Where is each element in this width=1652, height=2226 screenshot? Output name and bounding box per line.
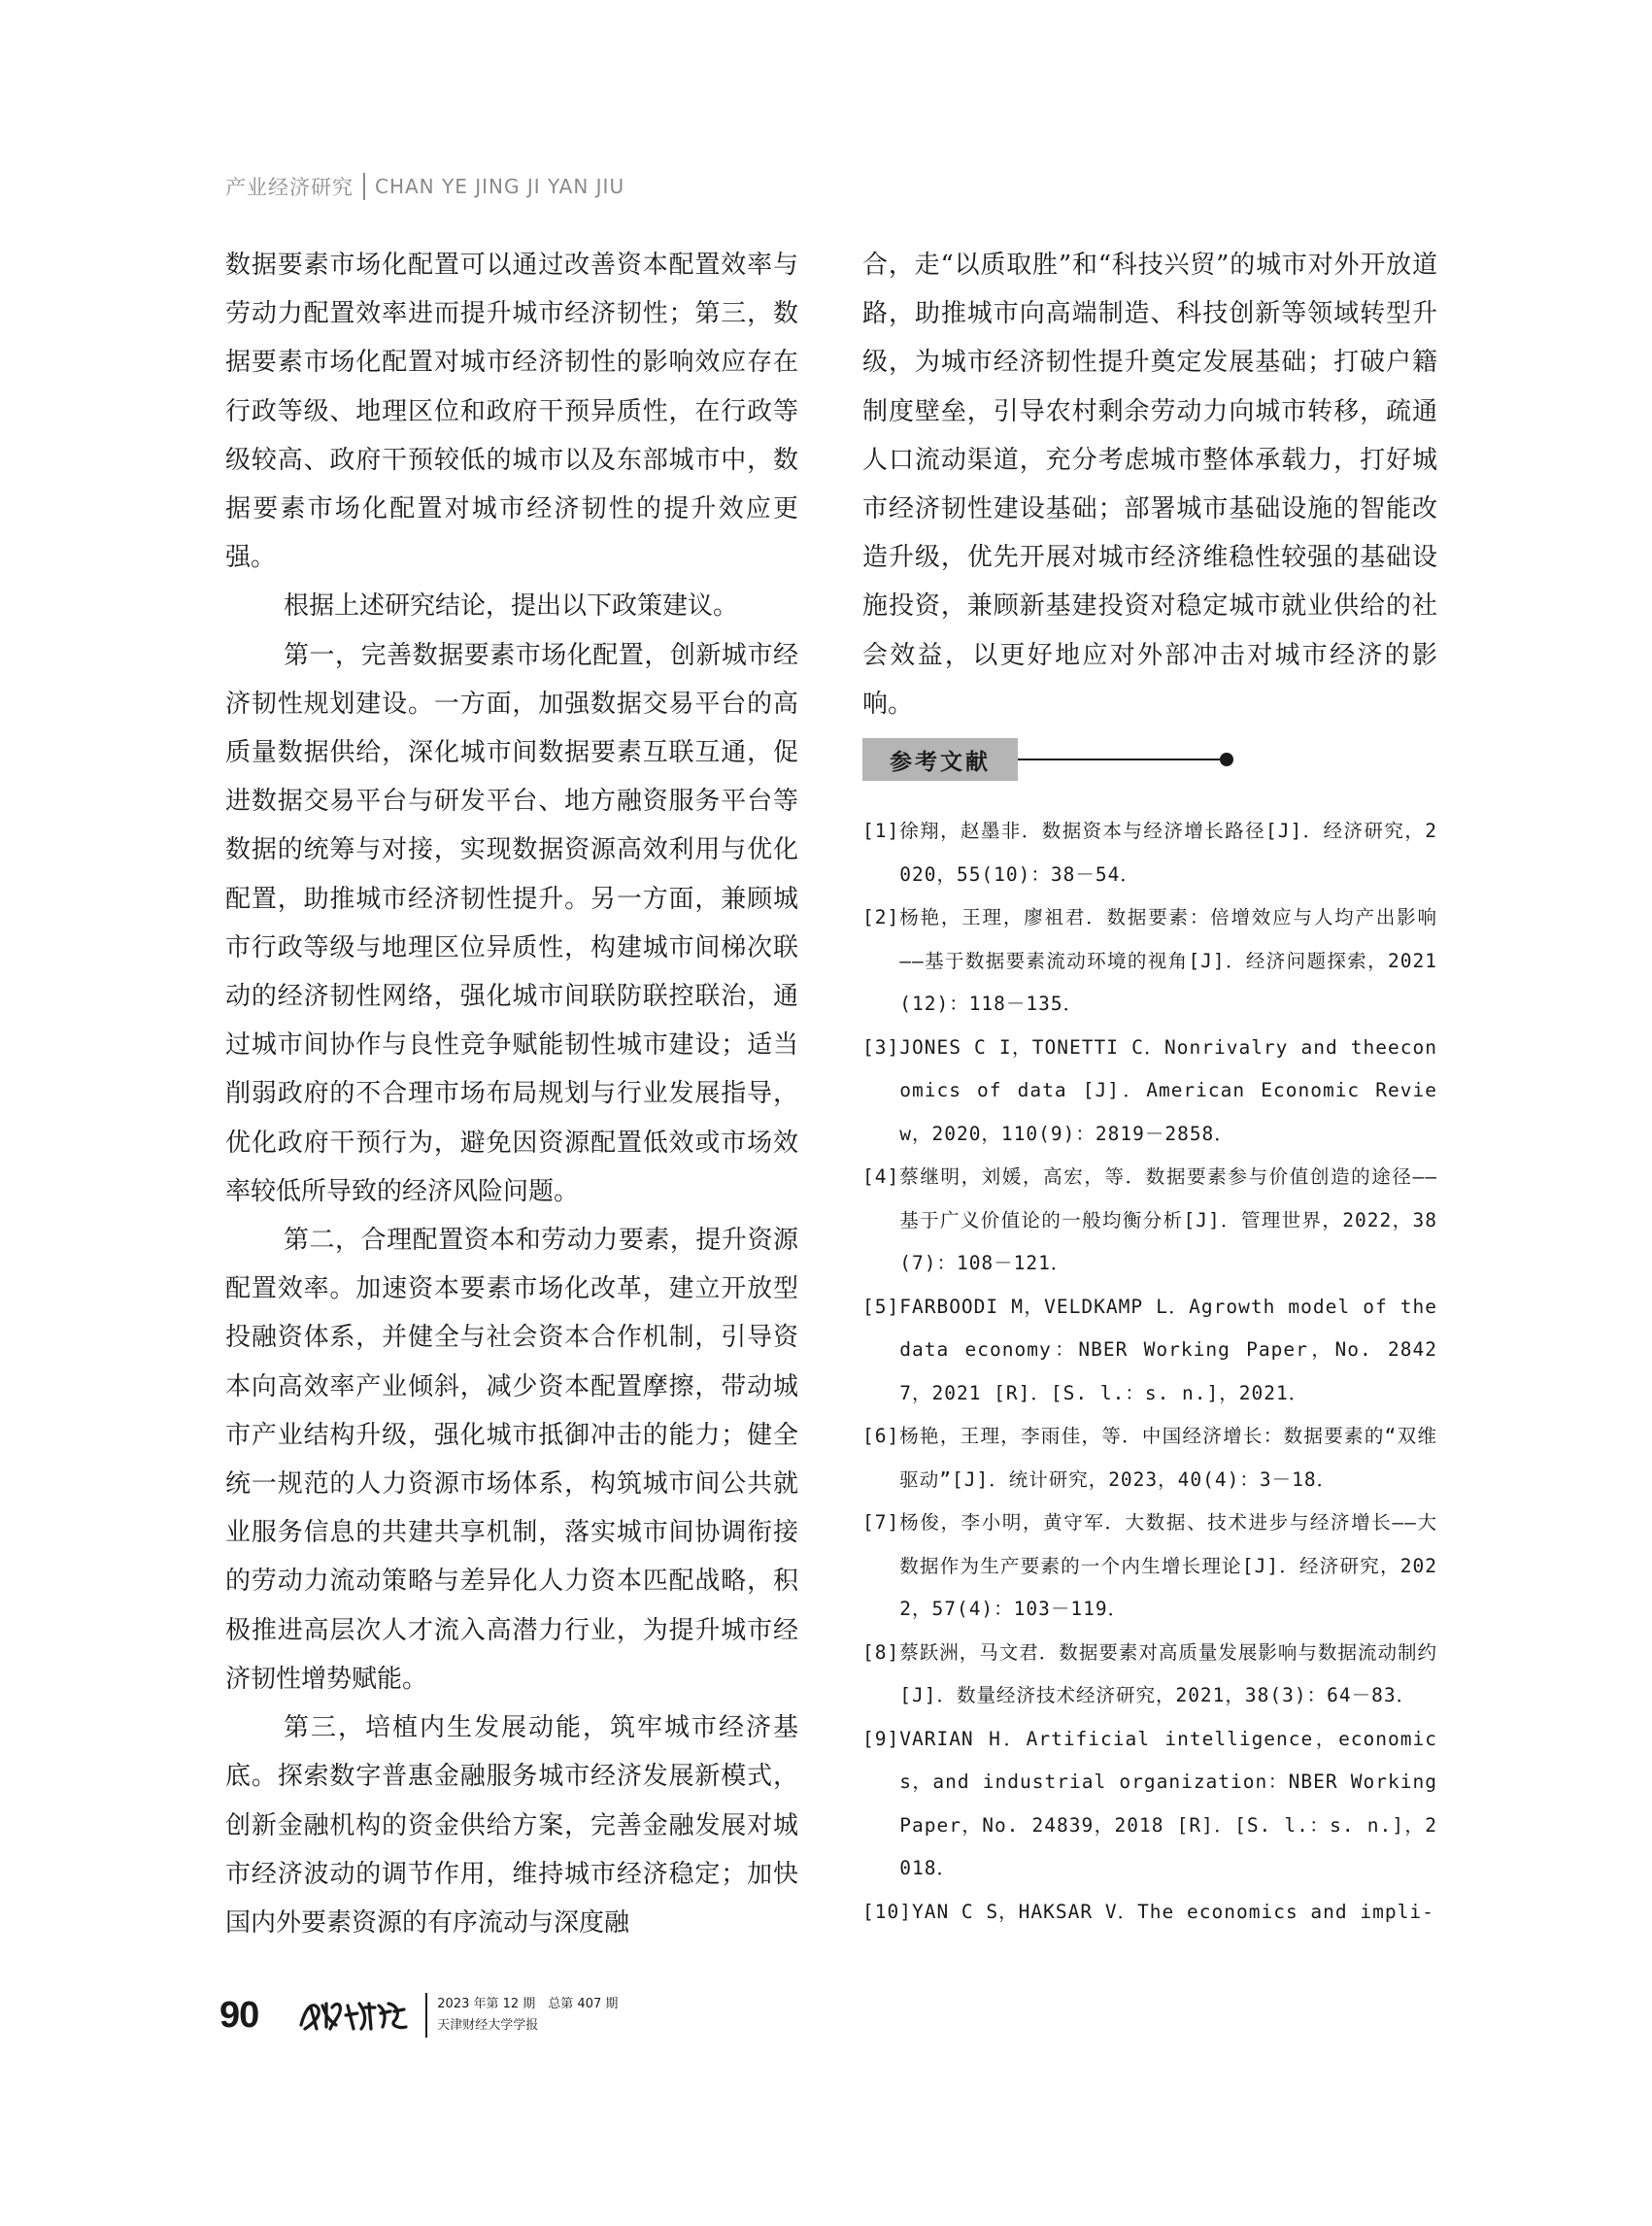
references-title: 参考文献	[862, 738, 1018, 781]
paragraph: 第三，培植内生发展动能，筑牢城市经济基底。探索数字普惠金融服务城市经济发展新模式，创新金融机构的资金供给方案，完善金融发展对城市经济波动的调节作用，维持城市经济稳定；加快国内外要素资源的有序流动与深度融	[225, 1713, 798, 1938]
references-list	[862, 810, 1437, 1934]
reference-item	[862, 810, 1437, 896]
reference-number: [10]	[862, 1900, 912, 1923]
reference-item	[862, 1891, 1437, 1935]
reference-number: [1]	[862, 820, 900, 842]
footer-divider	[425, 1993, 427, 2038]
left-column	[225, 241, 798, 1947]
reference-number: [4]	[862, 1165, 900, 1188]
reference-item	[862, 1718, 1437, 1891]
reference-item	[862, 1286, 1437, 1416]
reference-item	[862, 1501, 1437, 1632]
references-dot	[1220, 753, 1233, 766]
paragraph: 第二，合理配置资本和劳动力要素，提升资源配置效率。加速资本要素市场化改革，建立开放型投融资体系，并健全与社会资本合作机制，引导资本向高效率产业倾斜，减少资本配置摩擦，带动城市产业结构升级，强化城市抵御冲击的能力；健全统一规范的人力资源市场体系，构筑城市间公共就业服务信息的共建共享机制，落实城市间协调衔接的劳动力流动策略与差异化人力资本匹配战略，积极推进高层次人才流入高潜力行业，为提升城市经济韧性增势赋能。	[225, 1226, 798, 1694]
reference-number: [3]	[862, 1035, 900, 1059]
reference-text: 徐翔，赵墨非．数据资本与经济增长路径[J]．经济研究，2020，55(10)：38－54．	[899, 820, 1437, 886]
reference-text: YAN C S，HAKSAR V．The economics and impli-	[911, 1900, 1434, 1923]
references-heading	[862, 738, 1270, 781]
running-header	[225, 171, 624, 202]
reference-text: VARIAN H．Artificial intelligence，economics，and industrial organization：NBER Working Paper，No. 24839，2018 [R]．[S. l.：s. n.]，2018．	[899, 1727, 1437, 1879]
page-number: 90	[219, 1994, 259, 2036]
reference-text: 杨艳，王理，廖祖君．数据要素：倍增效应与人均产出影响——基于数据要素流动环境的视角[J]．经济问题探索，2021(12)：118－135．	[899, 906, 1437, 1015]
journal-logo	[297, 1996, 414, 2035]
reference-text: FARBOODI M，VELDKAMP L．Agrowth model of the data economy：NBER Working Paper，No. 28427，2021 [R]．[S. l.：s. n.]，2021．	[899, 1295, 1437, 1404]
reference-number: [9]	[862, 1727, 900, 1750]
paragraph: 合，走“以质取胜”和“科技兴贸”的城市对外开放道路，助推城市向高端制造、科技创新等领域转型升级，为城市经济韧性提升奠定发展基础；打破户籍制度壁垒，引导农村剩余劳动力向城市转移，疏通人口流动渠道，充分考虑城市整体承载力，打好城市经济韧性建设基础；部署城市基础设施的智能改造升级，优先开展对城市经济维稳性较强的基础设施投资，兼顾新基建投资对稳定城市就业供给的社会效益，以更好地应对外部冲击对城市经济的影响。	[862, 251, 1437, 719]
reference-item	[862, 1156, 1437, 1286]
reference-number: [2]	[862, 906, 900, 928]
references-rule	[1018, 759, 1222, 760]
paragraph: 数据要素市场化配置可以通过改善资本配置效率与劳动力配置效率进而提升城市经济韧性；第三，数据要素市场化配置对城市经济韧性的影响效应存在行政等级、地理区位和政府干预异质性，在行政等级较高、政府干预较低的城市以及东部城市中，数据要素市场化配置对城市经济韧性的提升效应更强。	[225, 251, 798, 573]
reference-text: 蔡跃洲，马文君．数据要素对高质量发展影响与数据流动制约[J]．数量经济技术经济研究，2021，38(3)：64－83．	[899, 1640, 1437, 1706]
publisher-name: 天津财经大学学报	[437, 2018, 539, 2033]
paragraph: 根据上述研究结论，提出以下政策建议。	[284, 591, 739, 622]
header-section-cn: 产业经济研究	[225, 176, 354, 199]
right-column	[862, 241, 1437, 728]
reference-item	[862, 896, 1437, 1027]
reference-item	[862, 1027, 1437, 1157]
issue-number: 2023 年第 12 期 总第 407 期	[437, 1997, 619, 2011]
reference-text: 蔡继明，刘媛，高宏，等．数据要素参与价值创造的途径——基于广义价值论的一般均衡分析[J]．管理世界，2022，38(7)：108－121．	[899, 1165, 1437, 1274]
reference-number: [7]	[862, 1511, 900, 1534]
reference-item	[862, 1415, 1437, 1501]
paragraph: 第一，完善数据要素市场化配置，创新城市经济韧性规划建设。一方面，加强数据交易平台的高质量数据供给，深化城市间数据要素互联互通，促进数据交易平台与研发平台、地方融资服务平台等数据的统筹与对接，实现数据资源高效利用与优化配置，助推城市经济韧性提升。另一方面，兼顾城市行政等级与地理区位异质性，构建城市间梯次联动的经济韧性网络，强化城市间联防联控联治，通过城市间协作与良性竞争赋能韧性城市建设；适当削弱政府的不合理市场布局规划与行业发展指导，优化政府干预行为，避免因资源配置低效或市场效率较低所导致的经济风险问题。	[225, 640, 798, 1206]
reference-item	[862, 1632, 1437, 1718]
page-footer	[219, 1981, 618, 2049]
reference-text: 杨俊，李小明，黄守军．大数据、技术进步与经济增长——大数据作为生产要素的一个内生增长理论[J]．经济研究，2022，57(4)：103－119．	[899, 1511, 1437, 1620]
reference-number: [6]	[862, 1425, 900, 1447]
reference-number: [5]	[862, 1295, 900, 1318]
header-divider	[363, 173, 365, 200]
header-section-en: CHAN YE JING JI YAN JIU	[375, 175, 625, 198]
reference-text: 杨艳，王理，李雨佳，等．中国经济增长：数据要素的“双维驱动”[J]．统计研究，2023，40(4)：3－18．	[899, 1425, 1437, 1491]
reference-number: [8]	[862, 1640, 900, 1664]
issue-info	[437, 1994, 618, 2037]
reference-text: JONES C I，TONETTI C．Nonrivalry and theeconomics of data [J]．American Economic Review，2020，110(9)：2819－2858．	[899, 1035, 1437, 1145]
